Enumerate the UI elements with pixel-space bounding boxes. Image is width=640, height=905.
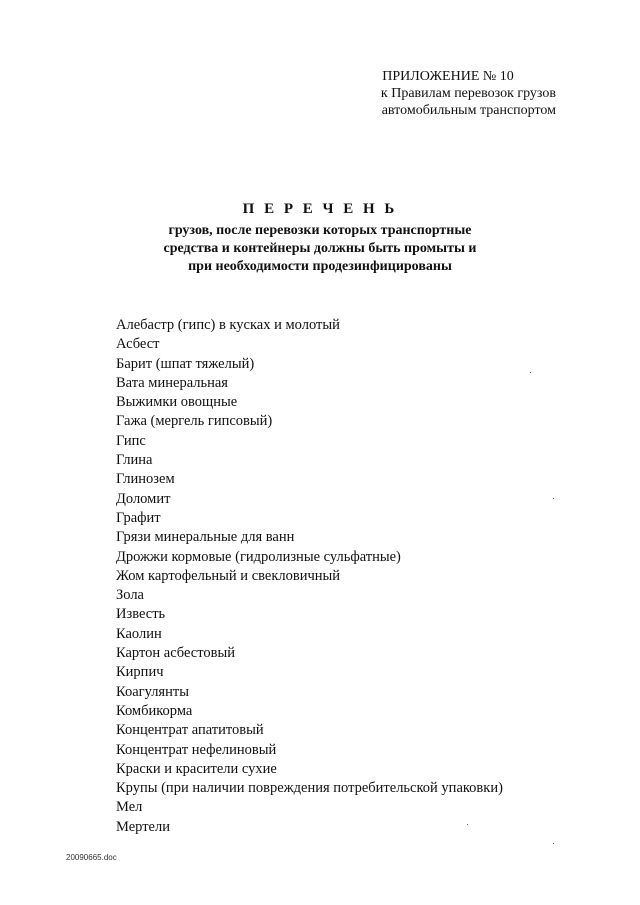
list-item: Глинозем bbox=[116, 471, 175, 488]
list-item: Зола bbox=[116, 587, 144, 604]
list-item: Гипс bbox=[116, 432, 146, 449]
scan-speck bbox=[553, 498, 554, 499]
footer-filename: 20090665.doc bbox=[66, 853, 117, 862]
subtitle-line-2: средства и контейнеры должны быть промыты и bbox=[163, 241, 477, 256]
list-item: Известь bbox=[116, 606, 166, 623]
appendix-header bbox=[300, 68, 556, 119]
list-item: Комбикорма bbox=[116, 702, 193, 719]
subtitle-line-1: грузов, после перевозки которых транспортные bbox=[168, 223, 472, 238]
list-item: Мел bbox=[116, 799, 143, 816]
list-item: Каолин bbox=[116, 625, 162, 642]
list-item: Коагулянты bbox=[116, 683, 189, 700]
list-item: Доломит bbox=[116, 490, 171, 507]
document-subtitle bbox=[110, 222, 530, 276]
list-item: Барит (шпат тяжелый) bbox=[116, 355, 255, 372]
list-item: Жом картофельный и свекловичный bbox=[116, 567, 341, 584]
list-item: Выжимки овощные bbox=[116, 394, 238, 411]
list-item: Глина bbox=[116, 452, 153, 469]
appendix-number: ПРИЛОЖЕНИЕ № 10 bbox=[382, 69, 514, 84]
list-item: Графит bbox=[116, 509, 161, 526]
cargo-list bbox=[116, 316, 503, 837]
scan-speck bbox=[467, 824, 468, 825]
list-item: Картон асбестовый bbox=[116, 645, 235, 662]
list-item: Асбест bbox=[116, 336, 160, 353]
scan-speck bbox=[530, 372, 531, 373]
document-title: П Е Р Е Ч Е Н Ь bbox=[242, 201, 398, 217]
list-item: Вата минеральная bbox=[116, 374, 228, 391]
list-item: Концентрат апатитовый bbox=[116, 722, 264, 739]
appendix-reference-cont: автомобильным транспортом bbox=[381, 103, 556, 118]
list-item: Гажа (мергель гипсовый) bbox=[116, 413, 273, 430]
list-item: Грязи минеральные для ванн bbox=[116, 529, 295, 546]
list-item: Кирпич bbox=[116, 664, 164, 681]
list-item: Крупы (при наличии повреждения потребительской упаковки) bbox=[116, 780, 503, 797]
list-item: Дрожжи кормовые (гидролизные сульфатные) bbox=[116, 548, 401, 565]
scan-speck bbox=[553, 843, 554, 844]
list-item: Алебастр (гипс) в кусках и молотый bbox=[116, 317, 340, 333]
list-item: Концентрат нефелиновый bbox=[116, 741, 277, 758]
subtitle-line-3: при необходимости продезинфицированы bbox=[188, 259, 452, 274]
list-item: Краски и красители сухие bbox=[116, 760, 277, 777]
appendix-reference: к Правилам перевозок грузов bbox=[380, 86, 556, 101]
list-item: Мертели bbox=[116, 818, 170, 835]
